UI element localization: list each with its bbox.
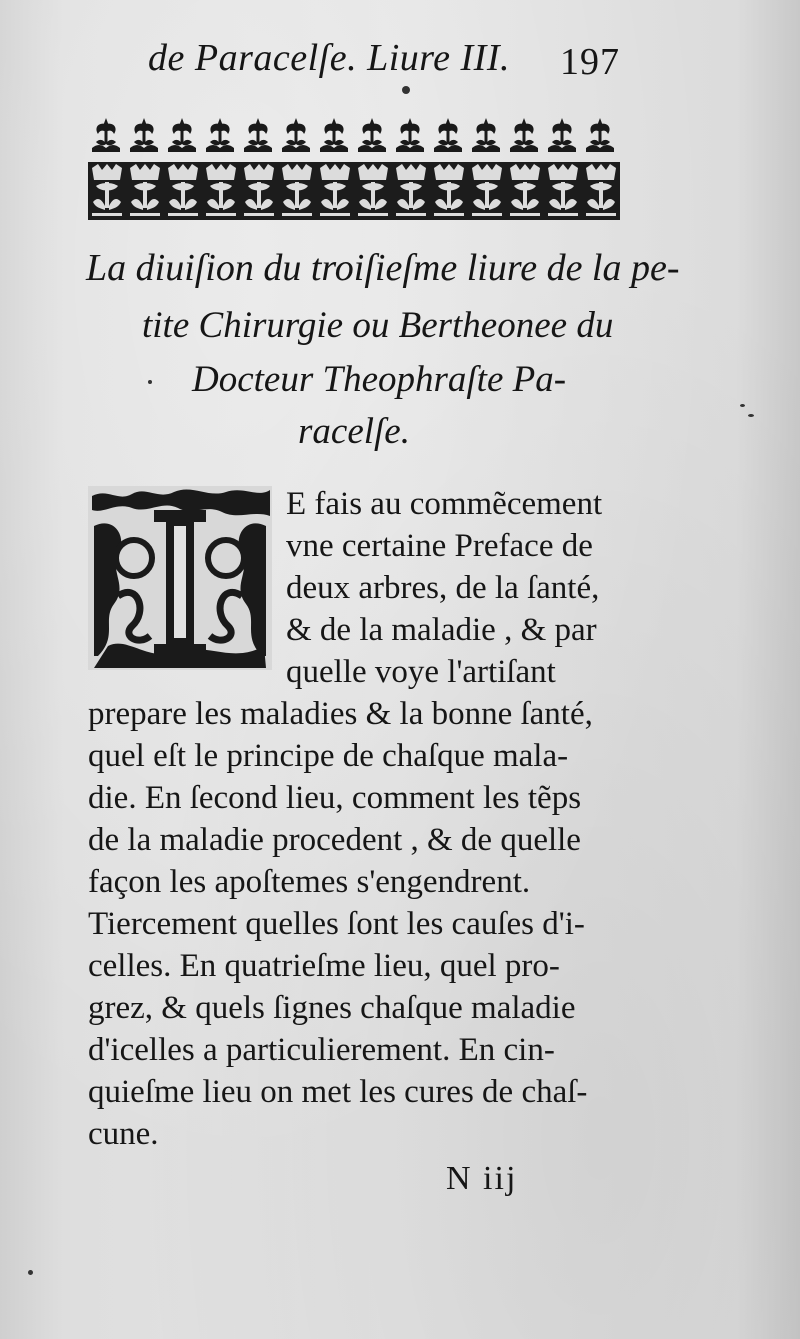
text-line: Tiercement quelles ſont les cauſes d'i- [88,906,585,942]
text-line: E fais au commẽcement [286,486,603,522]
title-line: racelſe. [298,411,410,452]
paper-speck [740,404,745,407]
paper-speck [748,414,754,417]
ornate-initial-icon [88,486,272,670]
signature-mark: N iij [446,1160,518,1197]
fleuron-border-icon [88,112,624,224]
page-number: 197 [560,41,620,83]
text-line: quel eſt le principe de chaſque mala- [88,738,569,774]
text-line: celles. En quatrieſme lieu, quel pro- [88,948,560,984]
text-line: vne certaine Preface de [286,528,593,564]
text-line: die. En ſecond lieu, comment les tẽps [88,780,582,816]
paper-speck [148,380,152,384]
text-line: façon les apoſtemes s'engendrent. [88,864,531,900]
text-line: cune. [88,1116,159,1152]
text-line: deux arbres, de la ſanté, [286,570,600,606]
paper-speck [402,86,410,94]
text-line: prepare les maladies & la bonne ſanté, [88,696,593,732]
title-line: Docteur Theophraſte Pa- [192,359,567,400]
running-head: de Paracelſe. Liure III. [148,37,510,79]
text-line: & de la maladie , & par [286,612,597,648]
title-line: tite Chirurgie ou Bertheonee du [142,305,614,346]
text-line: grez, & quels ſignes chaſque maladie [88,990,576,1026]
text-line: quieſme lieu on met les cures de chaſ- [88,1074,588,1110]
title-line: La diuiſion du troiſieſme liure de la pe- [86,247,680,289]
text-line: de la maladie procedent , & de quelle [88,822,581,858]
text-line: quelle voye l'artiſant [286,654,556,690]
text-line: d'icelles a particulierement. En cin- [88,1032,555,1068]
paper-speck [28,1270,33,1275]
